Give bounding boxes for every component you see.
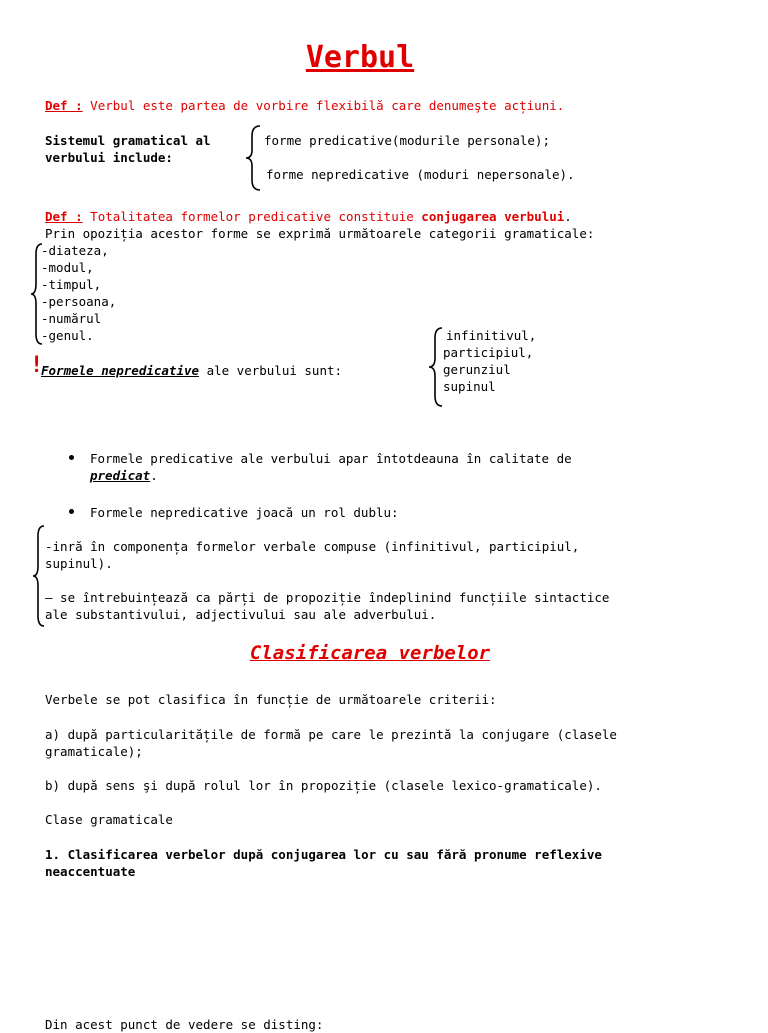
def-text: Verbul este partea de vorbire flexibilă care denumeşte acțiuni. — [82, 98, 565, 113]
curly-brace-icon — [244, 124, 264, 192]
bullet-icon — [69, 509, 74, 514]
category-item: -timpul, — [41, 277, 102, 292]
bullet-icon — [69, 455, 74, 460]
role-2-line1: – se întrebuințează ca părți de propoziție îndeplinind funcțiile sintactice — [45, 590, 610, 605]
predicat-term: predicat — [90, 468, 151, 483]
system-label-line1: Sistemul gramatical al — [45, 133, 211, 148]
def-label: Def : — [45, 98, 83, 113]
role-2-line2: ale substantivului, adjectivului sau ale adverbului. — [45, 607, 437, 622]
criterion-a-line2: gramaticale); — [45, 744, 143, 759]
nonpredicative-text: ale verbului sunt: — [199, 363, 343, 378]
def2-text: Totalitatea formelor predicative constituie — [82, 209, 422, 224]
nonpredicative-item: gerunziul — [443, 362, 511, 377]
heading-1-line2: neaccentuate — [45, 864, 136, 879]
bottom-cut-line: Din acest punct de vedere se disting: — [45, 1017, 324, 1032]
bullet-predicative-line1: Formele predicative ale verbului apar întotdeauna în calitate de — [90, 451, 572, 466]
bullet-nonpredicative: Formele nepredicative joacă un rol dublu: — [90, 505, 399, 520]
category-item: -persoana, — [41, 294, 117, 309]
bullet-predicative-line2 — [90, 467, 158, 484]
category-item: -modul, — [41, 260, 94, 275]
category-item: -genul. — [41, 328, 94, 343]
def2-label: Def : — [45, 209, 83, 224]
nonpredicative-item: participiul, — [443, 345, 534, 360]
nonpredicative-label: Formele nepredicative — [41, 363, 200, 378]
def2-end: . — [564, 209, 572, 224]
section-title: Clasificarea verbelor — [249, 642, 491, 664]
role-1-line2: supinul). — [45, 556, 113, 571]
classification-intro: Verbele se pot clasifica în funcție de următoarele criterii: — [45, 692, 497, 707]
curly-brace-icon — [428, 326, 444, 408]
system-item-nonpredicative: forme nepredicative (moduri nepersonale). — [266, 167, 575, 182]
nonpredicative-forms-line — [41, 362, 342, 379]
system-label-line2: verbului include: — [45, 150, 173, 165]
clase-gramaticale-label: Clase gramaticale — [45, 812, 173, 827]
category-item: -numărul — [41, 311, 102, 326]
definition-verb — [45, 97, 564, 114]
curly-brace-icon — [32, 524, 46, 628]
def2-bold: conjugarea verbului — [421, 209, 565, 224]
criterion-b: b) după sens şi după rolul lor în propoziție (clasele lexico-gramaticale). — [45, 778, 602, 793]
criterion-a-line1: a) după particularitățile de formă pe care le prezintă la conjugare (clasele — [45, 727, 617, 742]
exclamation-icon: ! — [30, 353, 44, 378]
role-1-line1: -inră în componența formelor verbale compuse (infinitivul, participiul, — [45, 539, 580, 554]
category-item: -diateza, — [41, 243, 109, 258]
nonpredicative-item: infinitivul, — [446, 328, 537, 343]
definition-conjugation — [45, 208, 572, 225]
system-item-predicative: forme predicative(modurile personale); — [264, 133, 550, 148]
nonpredicative-item: supinul — [443, 379, 496, 394]
heading-1-line1: 1. Clasificarea verbelor după conjugarea lor cu sau fără pronume reflexive — [45, 847, 602, 862]
bullet-end: . — [150, 468, 158, 483]
opposition-line: Prin opoziția acestor forme se exprimă următoarele categorii gramaticale: — [45, 226, 595, 241]
page-title: Verbul — [305, 40, 415, 75]
